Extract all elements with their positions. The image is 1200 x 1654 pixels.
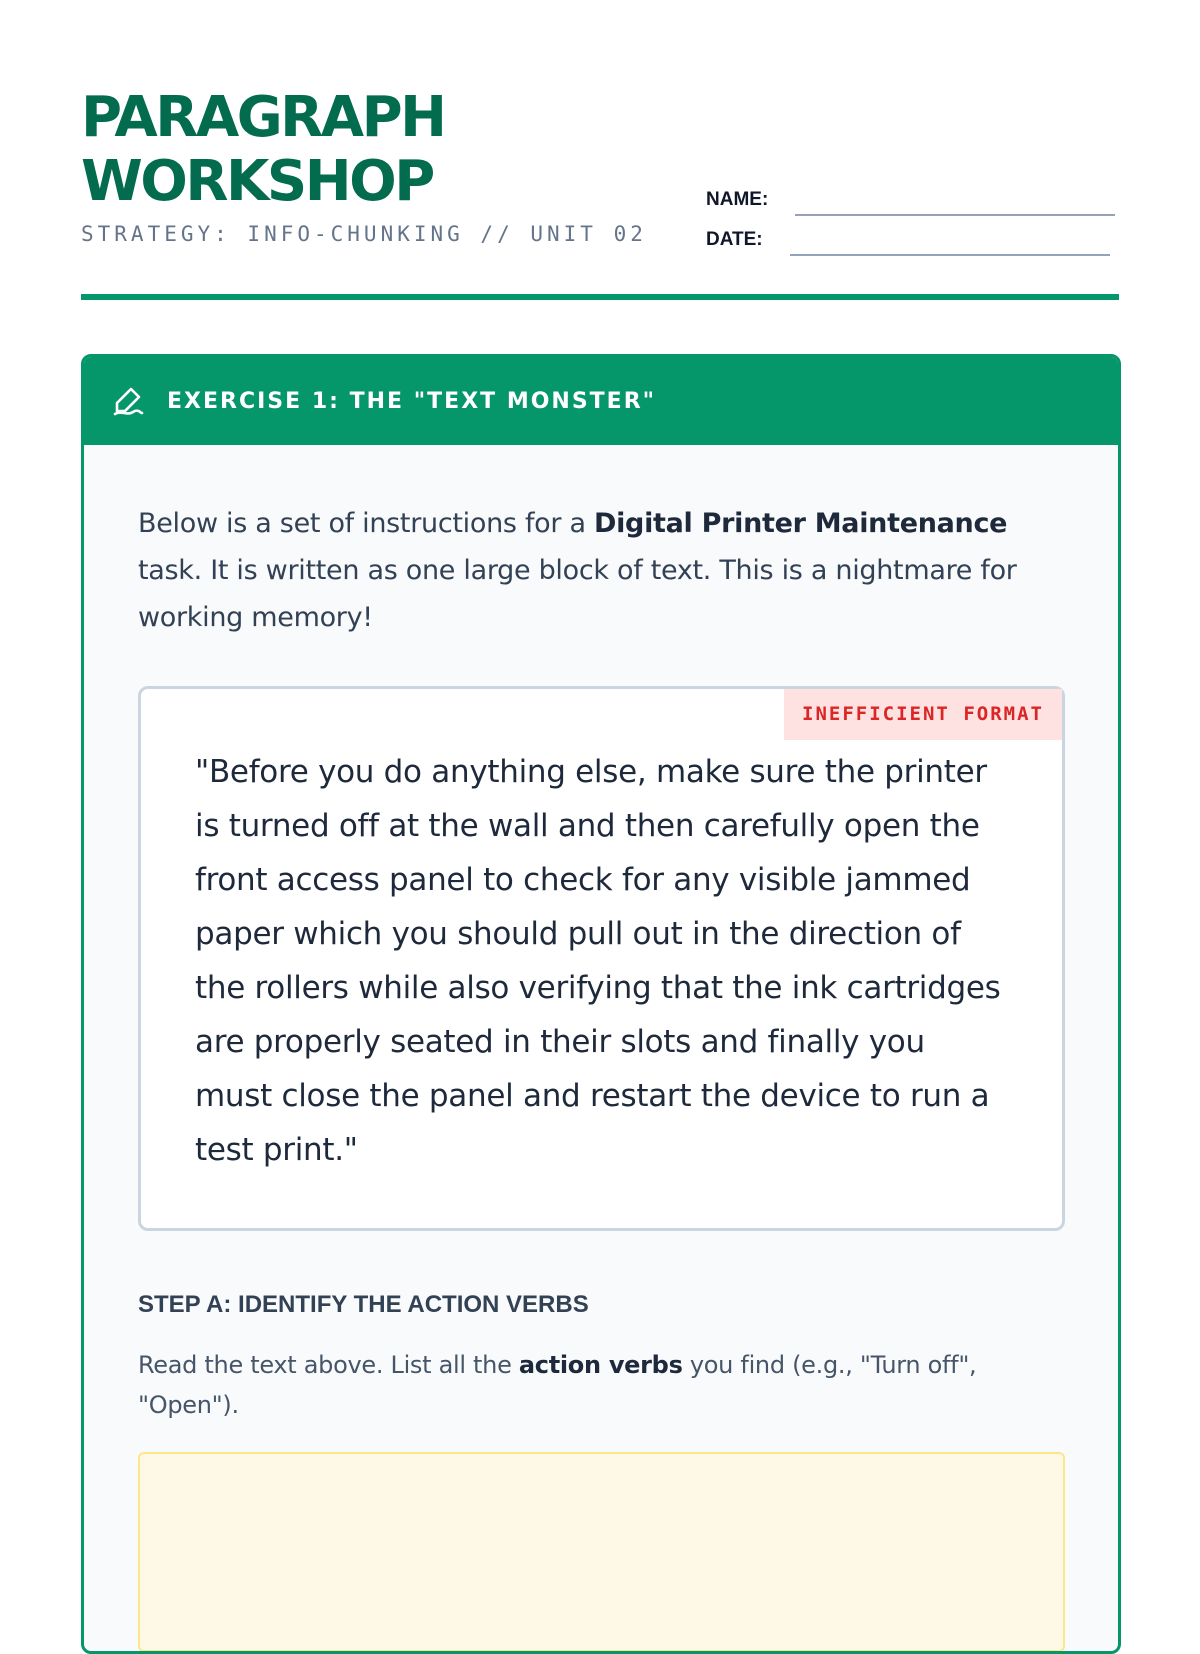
exercise-body — [84, 445, 1118, 1652]
intro-highlight: Digital Printer Maintenance — [593, 508, 1008, 539]
title-line-2: WORKSHOP — [81, 149, 433, 214]
exercise-title: EXERCISE 1: THE "TEXT MONSTER" — [167, 388, 657, 414]
exercise-header — [84, 357, 1118, 445]
worksheet-header — [81, 0, 1119, 300]
step-a-text-end: you find (e.g., "Turn off", "Open"). — [138, 1351, 977, 1419]
name-line[interactable] — [795, 214, 1115, 216]
inefficient-format-badge: INEFFICIENT FORMAT — [784, 689, 1062, 740]
date-line[interactable] — [790, 254, 1110, 256]
name-label: NAME: — [706, 189, 769, 210]
action-verbs-answer-box[interactable] — [138, 1452, 1065, 1652]
exercise-card — [81, 354, 1121, 1654]
title-line-1: PARAGRAPH — [81, 85, 445, 150]
step-a-text-start: Read the text above. List all the — [138, 1351, 519, 1379]
date-field — [706, 229, 1110, 251]
text-monster-box — [138, 686, 1065, 1231]
page-title — [81, 86, 445, 214]
pen-icon — [111, 384, 145, 418]
step-a-instructions — [138, 1345, 1064, 1425]
date-label: DATE: — [706, 229, 763, 250]
page-subtitle: STRATEGY: INFO-CHUNKING // UNIT 02 — [81, 222, 647, 246]
text-monster-paragraph: "Before you do anything else, make sure the printer is turned off at the wall and then carefully open the front access panel to check for any visible jammed paper which you should pull out in the direction of the rollers while also verifying that the ink cartridges are properly seated in their slots and finally you must close the panel and restart the device to run a test print." — [195, 754, 1001, 1168]
exercise-intro — [138, 500, 1064, 641]
name-field — [706, 189, 1115, 211]
intro-text-end: task. It is written as one large block of text. This is a nightmare for working memory! — [138, 555, 1017, 633]
step-a-title: STEP A: IDENTIFY THE ACTION VERBS — [138, 1291, 589, 1318]
intro-text-start: Below is a set of instructions for a — [138, 508, 594, 539]
step-a-highlight: action verbs — [518, 1351, 683, 1379]
